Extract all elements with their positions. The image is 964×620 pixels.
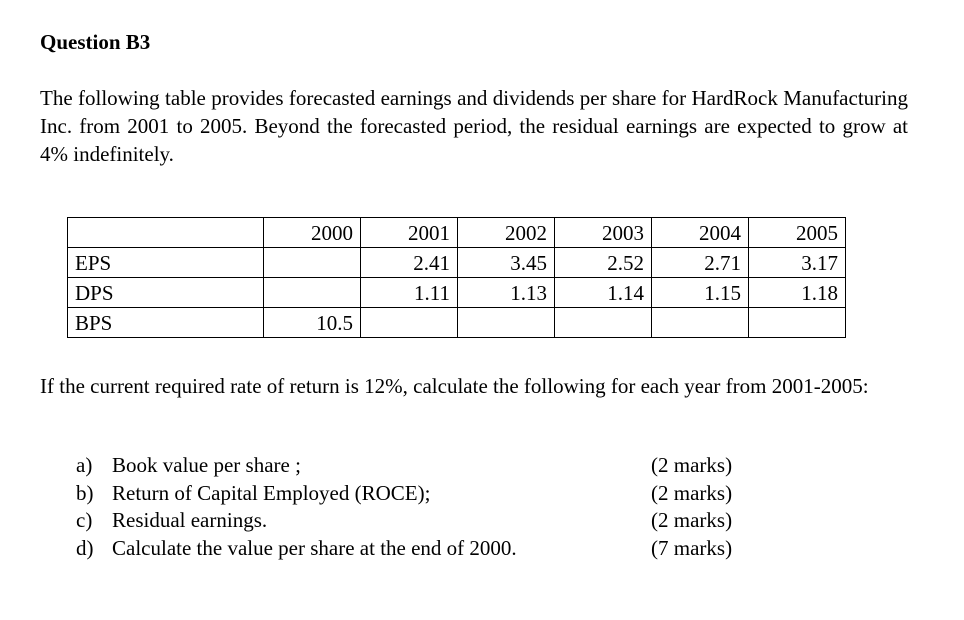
row-label-cell: EPS xyxy=(68,248,264,278)
table-cell xyxy=(749,308,846,338)
task-marks: (2 marks) xyxy=(651,480,733,505)
task-marks: (2 marks) xyxy=(651,453,733,477)
table-header-row xyxy=(68,218,846,248)
table-cell: 1.14 xyxy=(555,278,652,308)
task-letter: d) xyxy=(76,535,94,560)
table-cell xyxy=(555,308,652,338)
task-marks: (7 marks) xyxy=(651,535,733,560)
table-cell: 1.18 xyxy=(749,278,846,308)
table-cell: 3.17 xyxy=(749,248,846,278)
task-item xyxy=(76,452,756,480)
table-cell: 2.41 xyxy=(361,248,458,278)
table-cell xyxy=(264,278,361,308)
table-cell xyxy=(264,248,361,278)
table-cell: 1.11 xyxy=(361,278,458,308)
task-letter: a) xyxy=(76,453,93,477)
task-letter: b) xyxy=(76,480,94,505)
task-item xyxy=(76,480,756,508)
row-label-cell: BPS xyxy=(68,308,264,338)
table-cell: 2.52 xyxy=(555,248,652,278)
table-cell xyxy=(361,308,458,338)
task-list xyxy=(76,452,756,562)
forecast-table xyxy=(67,217,846,338)
table-cell xyxy=(458,308,555,338)
table-row-eps xyxy=(68,248,846,278)
task-item xyxy=(76,507,756,535)
task-text: Calculate the value per share at the end of 2000. xyxy=(112,535,517,560)
intro-paragraph: The following table provides forecasted earnings and dividends per share for HardRock Manufacturing Inc. from 2001 to 2005. Beyond the forecasted period, the residual earnings are expected to grow at 4% indefinitely. xyxy=(40,86,908,166)
year-header-cell: 2004 xyxy=(652,218,749,248)
task-marks: (2 marks) xyxy=(651,508,733,532)
table-cell: 1.15 xyxy=(652,278,749,308)
task-text: Residual earnings. xyxy=(112,508,268,532)
table-cell: 1.13 xyxy=(458,278,555,308)
table-cell: 10.5 xyxy=(264,308,361,338)
task-letter: c) xyxy=(76,508,93,532)
table-cell: 3.45 xyxy=(458,248,555,278)
question-paragraph: If the current required rate of return is 12%, calculate the following for each year from 2001-2005: xyxy=(40,374,869,398)
table-corner-cell xyxy=(68,218,264,248)
task-item xyxy=(76,535,756,563)
year-header-cell: 2002 xyxy=(458,218,555,248)
question-heading: Question B3 xyxy=(40,30,151,54)
year-header-cell: 2000 xyxy=(264,218,361,248)
year-header-cell: 2005 xyxy=(749,218,846,248)
year-header-cell: 2001 xyxy=(361,218,458,248)
table-row-bps xyxy=(68,308,846,338)
table-row-dps xyxy=(68,278,846,308)
table-cell xyxy=(652,308,749,338)
row-label-cell: DPS xyxy=(68,278,264,308)
year-header-cell: 2003 xyxy=(555,218,652,248)
table-cell: 2.71 xyxy=(652,248,749,278)
task-text: Book value per share ; xyxy=(112,453,301,477)
task-text: Return of Capital Employed (ROCE); xyxy=(112,480,431,505)
